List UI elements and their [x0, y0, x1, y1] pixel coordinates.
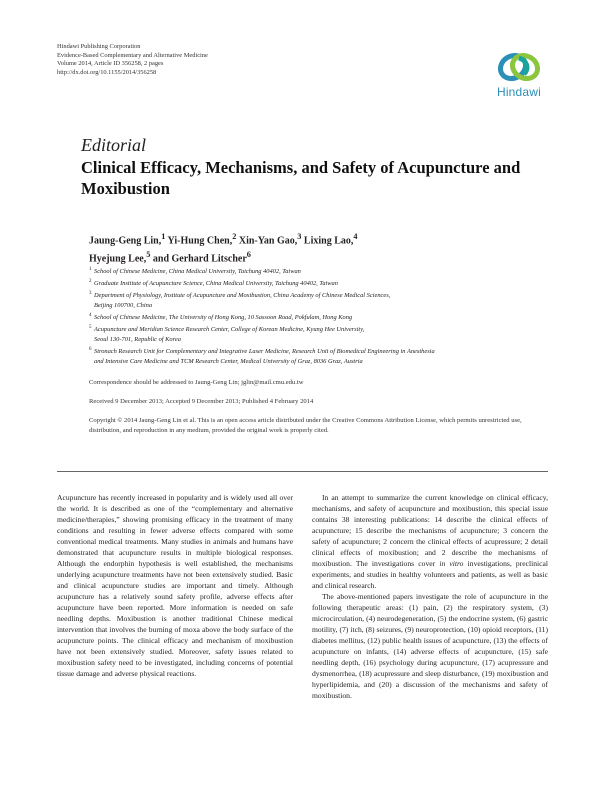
- author-affil-number: 2: [232, 232, 237, 241]
- body-column-right: [312, 492, 548, 701]
- author-name: Xin-Yan Gao,: [236, 235, 298, 247]
- body-text-italic: in vitro: [439, 559, 464, 568]
- author-affil-number: 5: [146, 250, 151, 260]
- affiliation-continued: Seoul 130-701, Republic of Korea: [94, 336, 181, 343]
- dates-line: Received 9 December 2013; Accepted 9 December 2013; Published 4 February 2014: [89, 398, 314, 405]
- body-text: In an attempt to summarize the current knowledge on clinical efficacy, mechanisms, and safety of acupuncture and moxibustion, this special issue contains 38 interesting publications: 14 describe the clinical effects of acupuncture; 15 describe the mechanisms of acupuncture; 3 concern the safety of acupuncture; 2 concern the clinical effects of acupressure; 2 detail clinical effects of moxibustion; and 2 describe the mechanisms of moxibustion. The investigations cover: [312, 493, 548, 568]
- body-text: investigations, preclinical experiments, and studies in healthy volunteers and patients, as well as basic and clinical research.: [312, 559, 548, 590]
- affiliation-item: [89, 289, 519, 311]
- author-affil-number: 3: [297, 232, 302, 241]
- author-affil-number: 1: [161, 232, 166, 241]
- affiliation-item: [89, 311, 519, 323]
- affiliation-continued: Beijing 100700, China: [94, 302, 153, 309]
- affiliation-number: 6: [89, 347, 92, 352]
- affiliation-continued: and Intensive Care Medicine and TCM Research Center, Medical University of Graz, 8036 Graz, Austria: [94, 358, 363, 365]
- affiliation-item: [89, 323, 519, 345]
- hindawi-logo: [490, 50, 548, 99]
- affiliation-text: School of Chinese Medicine, The University of Hong Kong, 10 Sassoon Road, Pokfulam, Hong Kong: [94, 314, 353, 321]
- affiliation-number: 2: [89, 279, 92, 284]
- section-label: Editorial: [81, 135, 147, 155]
- section-divider: [57, 471, 548, 472]
- affiliation-item: [89, 277, 519, 289]
- hindawi-logo-icon: [496, 50, 542, 84]
- correspondence-line: Correspondence should be addressed to Jaung-Geng Lin; jglin@mail.cmu.edu.tw: [89, 379, 304, 386]
- body-paragraph: Acupuncture has recently increased in popularity and is widely used all over the world. It is described as one of the “complementary and alternative medicine/therapies,” showing promising efficacy in the treatment of many conditions and resulting in fewer adverse effects compared with some conventional medical treatments. Many studies in animals and humans have demonstrated that acupuncture results in multiple biological responses. Although the endorphin hypothesis is well established, the mechanisms underlying acupuncture treatments have not been extensively studied. Basic and clinical acupuncture studies are important and timely. Although acupuncture has a relatively sound safety profile, adverse effects after acupuncture have been reported. More information is needed on safe needling depths. Moxibustion is another traditional Chinese medical intervention that involves the burning of moxa above the body surface of the acupuncture points. The clinical efficacy and mechanism of moxibustion have not been extensively studied. Moreover, safety issues related to moxibustion safety need to be investigated, including concerns of potential tissue damage and adverse physical reactions.: [57, 493, 293, 678]
- journal-header: [57, 43, 208, 77]
- author-name: Lixing Lao,: [301, 235, 354, 247]
- body-paragraph: [312, 492, 548, 591]
- hindawi-logo-text: Hindawi: [496, 85, 542, 99]
- affiliation-text: School of Chinese Medicine, China Medical University, Taichung 40402, Taiwan: [94, 268, 301, 275]
- affiliation-text: Graduate Institute of Acupuncture Science, China Medical University, Taichung 40402, Taiwan: [94, 280, 338, 287]
- author-affil-number: 6: [246, 250, 251, 260]
- author-name: and Gerhard Litscher: [150, 253, 247, 265]
- affiliation-text: Department of Physiology, Institute of Acupuncture and Moxibustion, China Academy of Chinese Medical Sciences,: [94, 292, 391, 299]
- author-affil-number: 4: [353, 232, 358, 241]
- author-name: Jaung-Geng Lin,: [89, 235, 162, 247]
- author-list: [89, 230, 519, 267]
- affiliation-number: 4: [89, 313, 92, 318]
- affiliation-item: [89, 265, 519, 277]
- author-name: Yi-Hung Chen,: [165, 235, 233, 247]
- affiliation-item: [89, 345, 519, 367]
- affiliation-number: 1: [89, 267, 92, 272]
- publisher-line: Hindawi Publishing Corporation: [57, 43, 141, 50]
- affiliation-number: 3: [89, 291, 92, 296]
- article-title: Clinical Efficacy, Mechanisms, and Safety of Acupuncture and Moxibustion: [81, 158, 521, 198]
- doi-link[interactable]: http://dx.doi.org/10.1155/2014/356258: [57, 68, 157, 76]
- journal-line: Evidence-Based Complementary and Alternative Medicine: [57, 51, 208, 59]
- author-name: Hyejung Lee,: [89, 253, 147, 265]
- affiliation-text: Acupuncture and Meridian Science Research Center, College of Korean Medicine, Kyung Hee University,: [94, 326, 365, 333]
- affiliation-list: [89, 265, 519, 367]
- body-paragraph: The above-mentioned papers investigate the role of acupuncture in the following therapeutic areas: (1) pain, (2) the respiratory system, (3) microcirculation, (4) neurodegeneration, (5) the endocrine system, (6) gastric motility, (7) itch, (8) seizures, (9) neuroprotection, (10) opioid receptors, (11) diabetes mellitus, (12) public health issues of acupuncture, (13) the effects of acupuncture on infants, (14) adverse effects of acupuncture, (15) safe needling depth, (16) psychology during acupuncture, (17) acupressure and dysmenorrhea, (18) acupressure and sleep disturbance, (19) moxibustion and hyperlipidemia, and (20) a discussion of the mechanisms and safety of moxibustion.: [312, 592, 548, 700]
- volume-line: Volume 2014, Article ID 356258, 2 pages: [57, 60, 164, 68]
- body-column-left: [57, 492, 293, 679]
- affiliation-text: Stronach Research Unit for Complementary and Integrative Laser Medicine, Research Unit of Biomedical Engineering in Anesthesia: [94, 348, 435, 355]
- affiliation-number: 5: [89, 325, 92, 330]
- copyright-notice: Copyright © 2014 Jaung-Geng Lin et al. This is an open access article distributed under the Creative Commons Attribution License, which permits unrestricted use, distribution, and reproduction in any medium, provided the original work is properly cited.: [89, 417, 522, 434]
